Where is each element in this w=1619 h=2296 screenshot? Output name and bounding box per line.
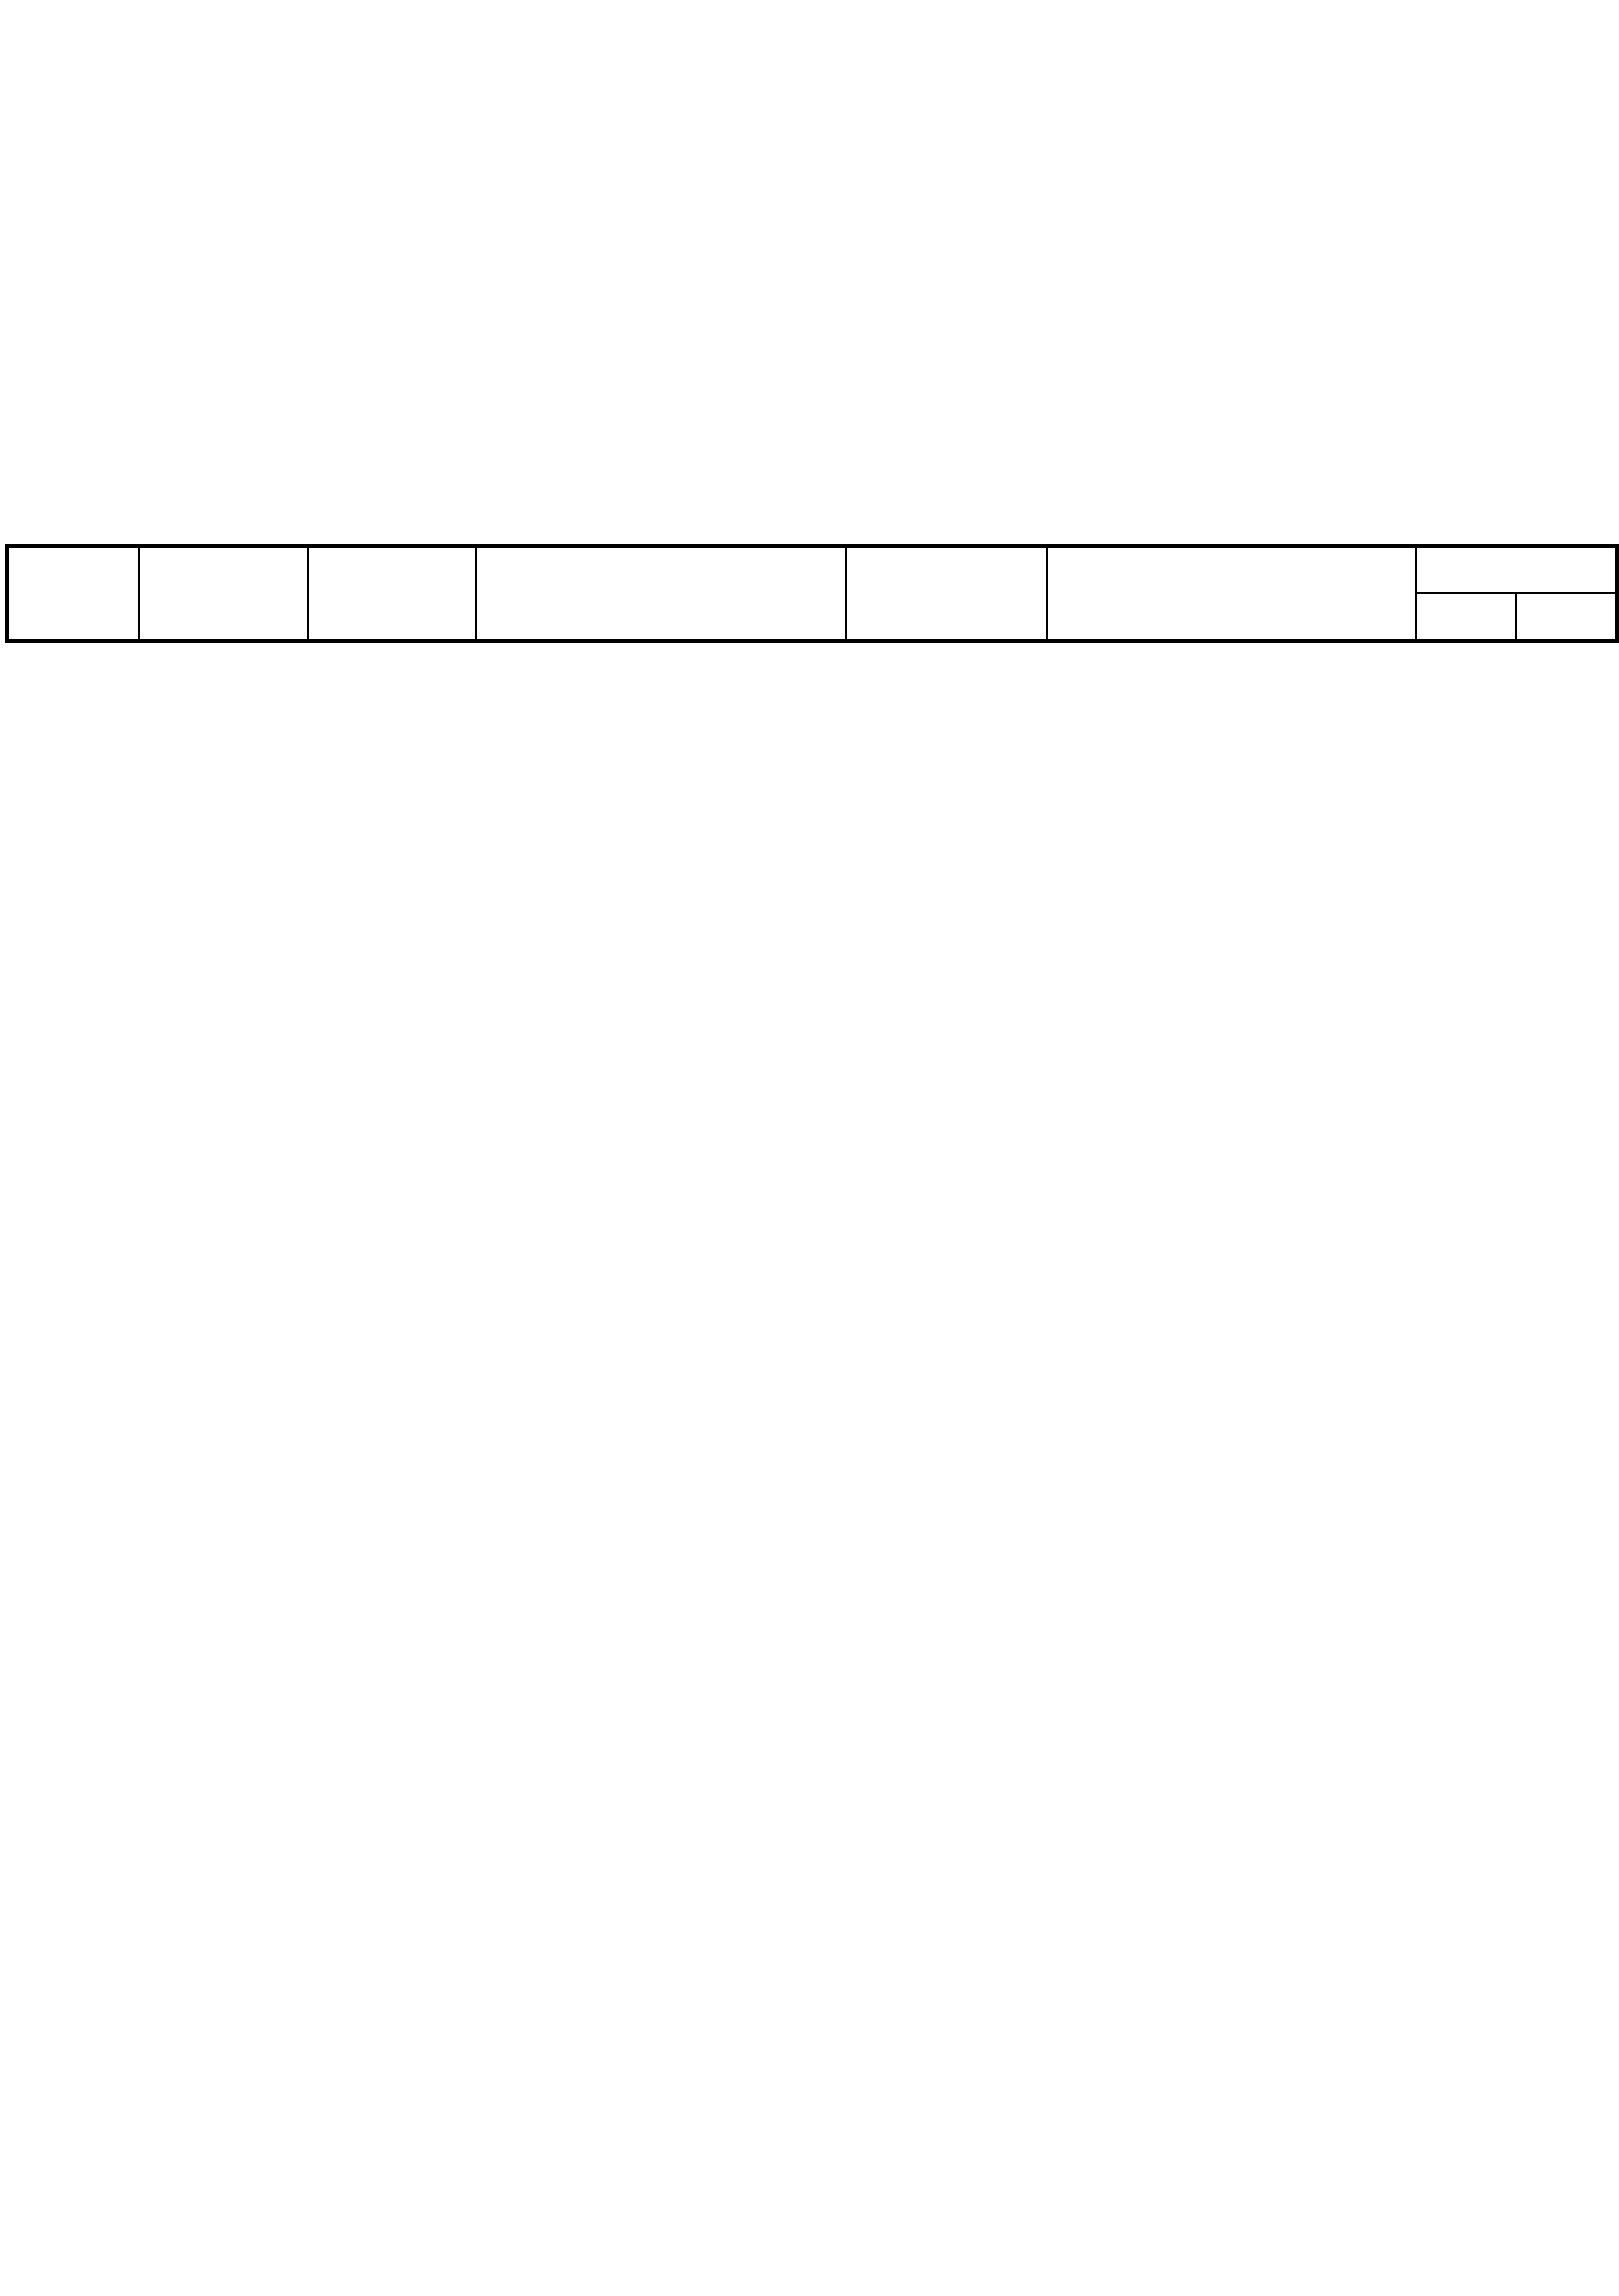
header-ump1 [1416, 593, 1516, 641]
header-first-base [476, 546, 846, 641]
header-third-base [1047, 546, 1416, 641]
header-ump3 [1516, 593, 1617, 641]
header-id [7, 546, 139, 641]
table-header-row [7, 546, 1617, 593]
header-tournament [139, 546, 308, 641]
header-umpire [1416, 546, 1617, 593]
header-score [846, 546, 1047, 641]
schedule-table [5, 544, 1619, 643]
header-start-time [308, 546, 476, 641]
